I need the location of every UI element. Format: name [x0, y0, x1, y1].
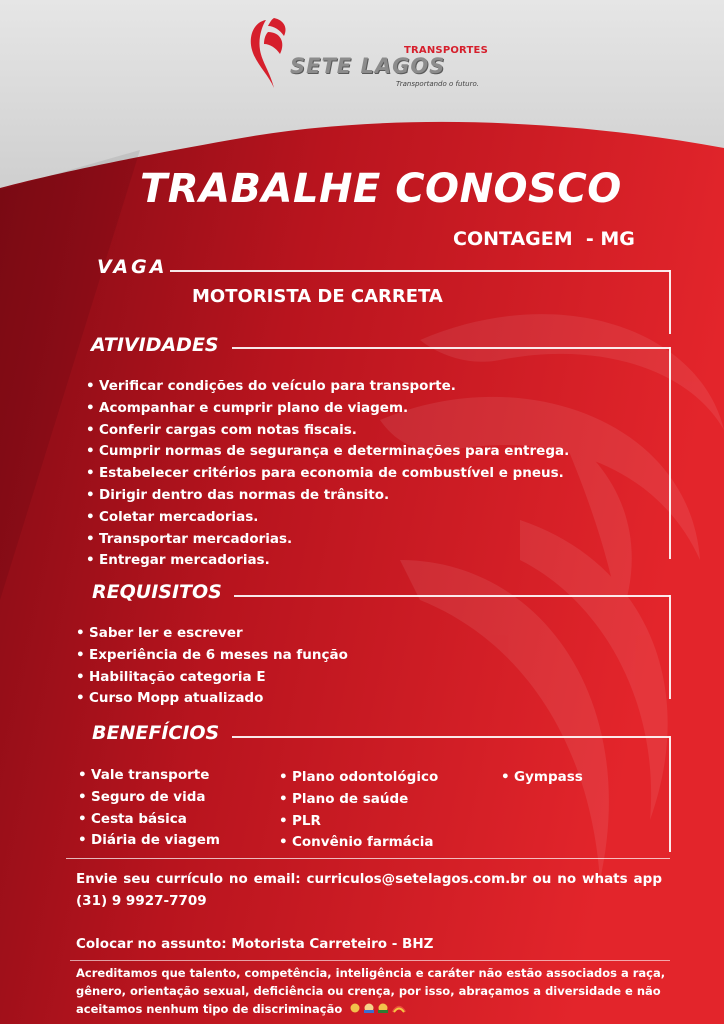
atividades-divider-vertical — [669, 347, 671, 559]
list-item: • Estabelecer critérios para economia de combustível e pneus. — [86, 463, 569, 485]
diversity-emoji-icons — [349, 1001, 407, 1019]
list-item: • Diária de viagem — [78, 830, 220, 852]
list-item: • Coletar mercadorias. — [86, 507, 569, 529]
brand-name: SETE LAGOS — [290, 54, 446, 78]
footer-divider-line — [70, 960, 670, 961]
list-item: • Habilitação categoria E — [76, 667, 348, 689]
list-item: • Plano de saúde — [279, 789, 438, 811]
page-title: TRABALHE CONOSCO — [140, 166, 622, 212]
beneficios-divider-vertical — [669, 736, 671, 852]
requisitos-list — [76, 623, 348, 710]
beneficios-list-col1 — [78, 765, 220, 852]
contact-subject-text: Colocar no assunto: Motorista Carreteiro - BHZ — [76, 936, 434, 952]
contact-send-text: Envie seu currículo no email: curriculos@setelagos.com.br ou no whats app (31) 9 9927-7709 — [76, 871, 662, 909]
job-location: CONTAGEM - MG — [453, 228, 635, 250]
list-item: • Convênio farmácia — [279, 832, 438, 854]
beneficios-list-col2 — [279, 767, 438, 854]
requisitos-divider-line — [234, 595, 670, 597]
beneficios-heading: BENEFÍCIOS — [92, 722, 220, 744]
atividades-divider-line — [232, 347, 670, 349]
list-item: • Cumprir normas de segurança e determinações para entrega. — [86, 441, 569, 463]
brand-tagline: Transportando o futuro. — [396, 80, 479, 88]
list-item: • PLR — [279, 811, 438, 833]
list-item: • Gympass — [501, 767, 583, 789]
brand-label-top: TRANSPORTES — [404, 45, 488, 56]
vaga-heading: VAGA — [97, 256, 168, 278]
requisitos-divider-vertical — [669, 595, 671, 699]
requisitos-heading: REQUISITOS — [92, 581, 222, 603]
atividades-list — [86, 376, 569, 572]
list-item: • Acompanhar e cumprir plano de viagem. — [86, 398, 569, 420]
beneficios-list-col3 — [501, 767, 583, 789]
list-item: • Dirigir dentro das normas de trânsito. — [86, 485, 569, 507]
beneficios-divider-line — [232, 736, 670, 738]
list-item: • Conferir cargas com notas fiscais. — [86, 420, 569, 442]
vaga-divider-vertical — [669, 270, 671, 334]
beneficios-bottom-line — [66, 858, 670, 859]
diversity-statement — [76, 964, 676, 1019]
diversity-text: Acreditamos que talento, competência, inteligência e caráter não estão associados a raça, gênero, orientação sexual, deficiência ou crença, por isso, abraçamos a diversidade e não aceitamos nenhum tipo de discriminação — [76, 966, 666, 1016]
list-item: • Transportar mercadorias. — [86, 529, 569, 551]
list-item: • Experiência de 6 meses na função — [76, 645, 348, 667]
vaga-divider-line — [170, 270, 670, 272]
list-item: • Saber ler e escrever — [76, 623, 348, 645]
job-position-title: MOTORISTA DE CARRETA — [192, 286, 443, 307]
list-item: • Vale transporte — [78, 765, 220, 787]
list-item: • Plano odontológico — [279, 767, 438, 789]
list-item: • Cesta básica — [78, 809, 220, 831]
list-item: • Entregar mercadorias. — [86, 550, 569, 572]
atividades-heading: ATIVIDADES — [91, 334, 219, 356]
list-item: • Curso Mopp atualizado — [76, 688, 348, 710]
list-item: • Verificar condições do veículo para transporte. — [86, 376, 569, 398]
list-item: • Seguro de vida — [78, 787, 220, 809]
